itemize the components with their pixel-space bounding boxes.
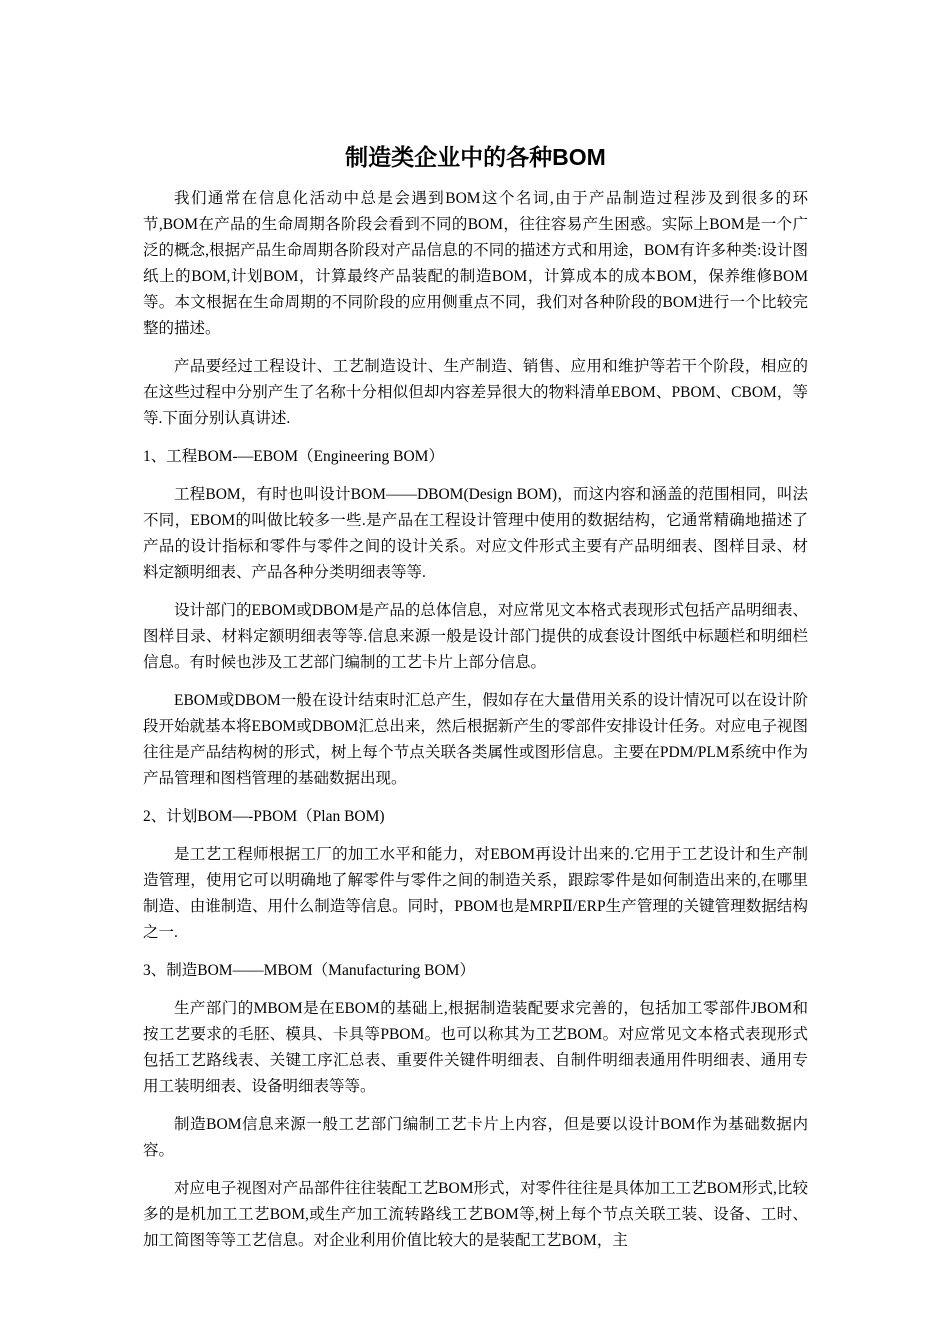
paragraph-mbom-definition: 生产部门的MBOM是在EBOM的基础上,根据制造装配要求完善的，包括加工零部件JBOM和按工艺要求的毛胚、模具、卡具等PBOM。也可以称其为工艺BOM。对应常见文本格式表现形式包括工艺路线表、关键工序汇总表、重要件关键件明细表、自制件明细表通用件明细表、通用专用工装明细表、设备明细表等等。: [143, 1000, 808, 1095]
document-page: [143, 140, 808, 1266]
section-heading-pbom: 2、计划BOM—-PBOM（Plan BOM): [143, 808, 385, 825]
paragraph-pbom-definition: 是工艺工程师根据工厂的加工水平和能力，对EBOM再设计出来的.它用于工艺设计和生产制造管理，使用它可以明确地了解零件与零件之间的制造关系，跟踪零件是如何制造出来的,在哪里制造、由谁制造、用什么制造等信息。同时，PBOM也是MRPⅡ/ERP生产管理的关键管理数据结构之一.: [143, 846, 808, 941]
document-title: 制造类企业中的各种BOM: [345, 144, 606, 170]
section-heading-mbom: 3、制造BOM——MBOM（Manufacturing BOM）: [143, 962, 475, 979]
paragraph-mbom-source: 制造BOM信息来源一般工艺部门编制工艺卡片上内容，但是要以设计BOM作为基础数据内容。: [143, 1116, 808, 1159]
paragraph-ebom-usage: EBOM或DBOM一般在设计结束时汇总产生，假如存在大量借用关系的设计情况可以在设计阶段开始就基本将EBOM或DBOM汇总出来，然后根据新产生的零部件安排设计任务。对应电子视图往往是产品结构树的形式，树上每个节点关联各类属性或图形信息。主要在PDM/PLM系统中作为产品管理和图档管理的基础数据出现。: [143, 692, 808, 787]
paragraph-ebom-source: 设计部门的EBOM或DBOM是产品的总体信息，对应常见文本格式表现形式包括产品明细表、图样目录、材料定额明细表等等.信息来源一般是设计部门提供的成套设计图纸中标题栏和明细栏信息。有时候也涉及工艺部门编制的工艺卡片上部分信息。: [143, 602, 808, 671]
paragraph-mbom-view: 对应电子视图对产品部件往往装配工艺BOM形式，对零件往往是具体加工工艺BOM形式,比较多的是机加工工艺BOM,或生产加工流转路线工艺BOM等,树上每个节点关联工装、设备、工时、加工简图等等工艺信息。对企业利用价值比较大的是装配工艺BOM，主: [143, 1180, 808, 1249]
paragraph-ebom-definition: 工程BOM，有时也叫设计BOM——DBOM(Design BOM)，而这内容和涵盖的范围相同，叫法不同，EBOM的叫做比较多一些.是产品在工程设计管理中使用的数据结构，它通常精确地描述了产品的设计指标和零件与零件之间的设计关系。对应文件形式主要有产品明细表、图样目录、材料定额明细表、产品各种分类明细表等等.: [143, 486, 808, 581]
section-heading-ebom: 1、工程BOM-—EBOM（Engineering BOM）: [143, 448, 444, 465]
paragraph-intro: 我们通常在信息化活动中总是会遇到BOM这个名词,由于产品制造过程涉及到很多的环节,BOM在产品的生命周期各阶段会看到不同的BOM，往往容易产生困惑。实际上BOM是一个广泛的概念,根据产品生命周期各阶段对产品信息的不同的描述方式和用途，BOM有许多种类:设计图纸上的BOM,计划BOM，计算最终产品装配的制造BOM，计算成本的成本BOM，保养维修BOM等。本文根据在生命周期的不同阶段的应用侧重点不同，我们对各种阶段的BOM进行一个比较完整的描述。: [143, 190, 808, 337]
paragraph-stages: 产品要经过工程设计、工艺制造设计、生产制造、销售、应用和维护等若干个阶段，相应的在这些过程中分别产生了名称十分相似但却内容差异很大的物料清单EBOM、PBOM、CBOM，等等.下面分别认真讲述.: [143, 358, 808, 427]
